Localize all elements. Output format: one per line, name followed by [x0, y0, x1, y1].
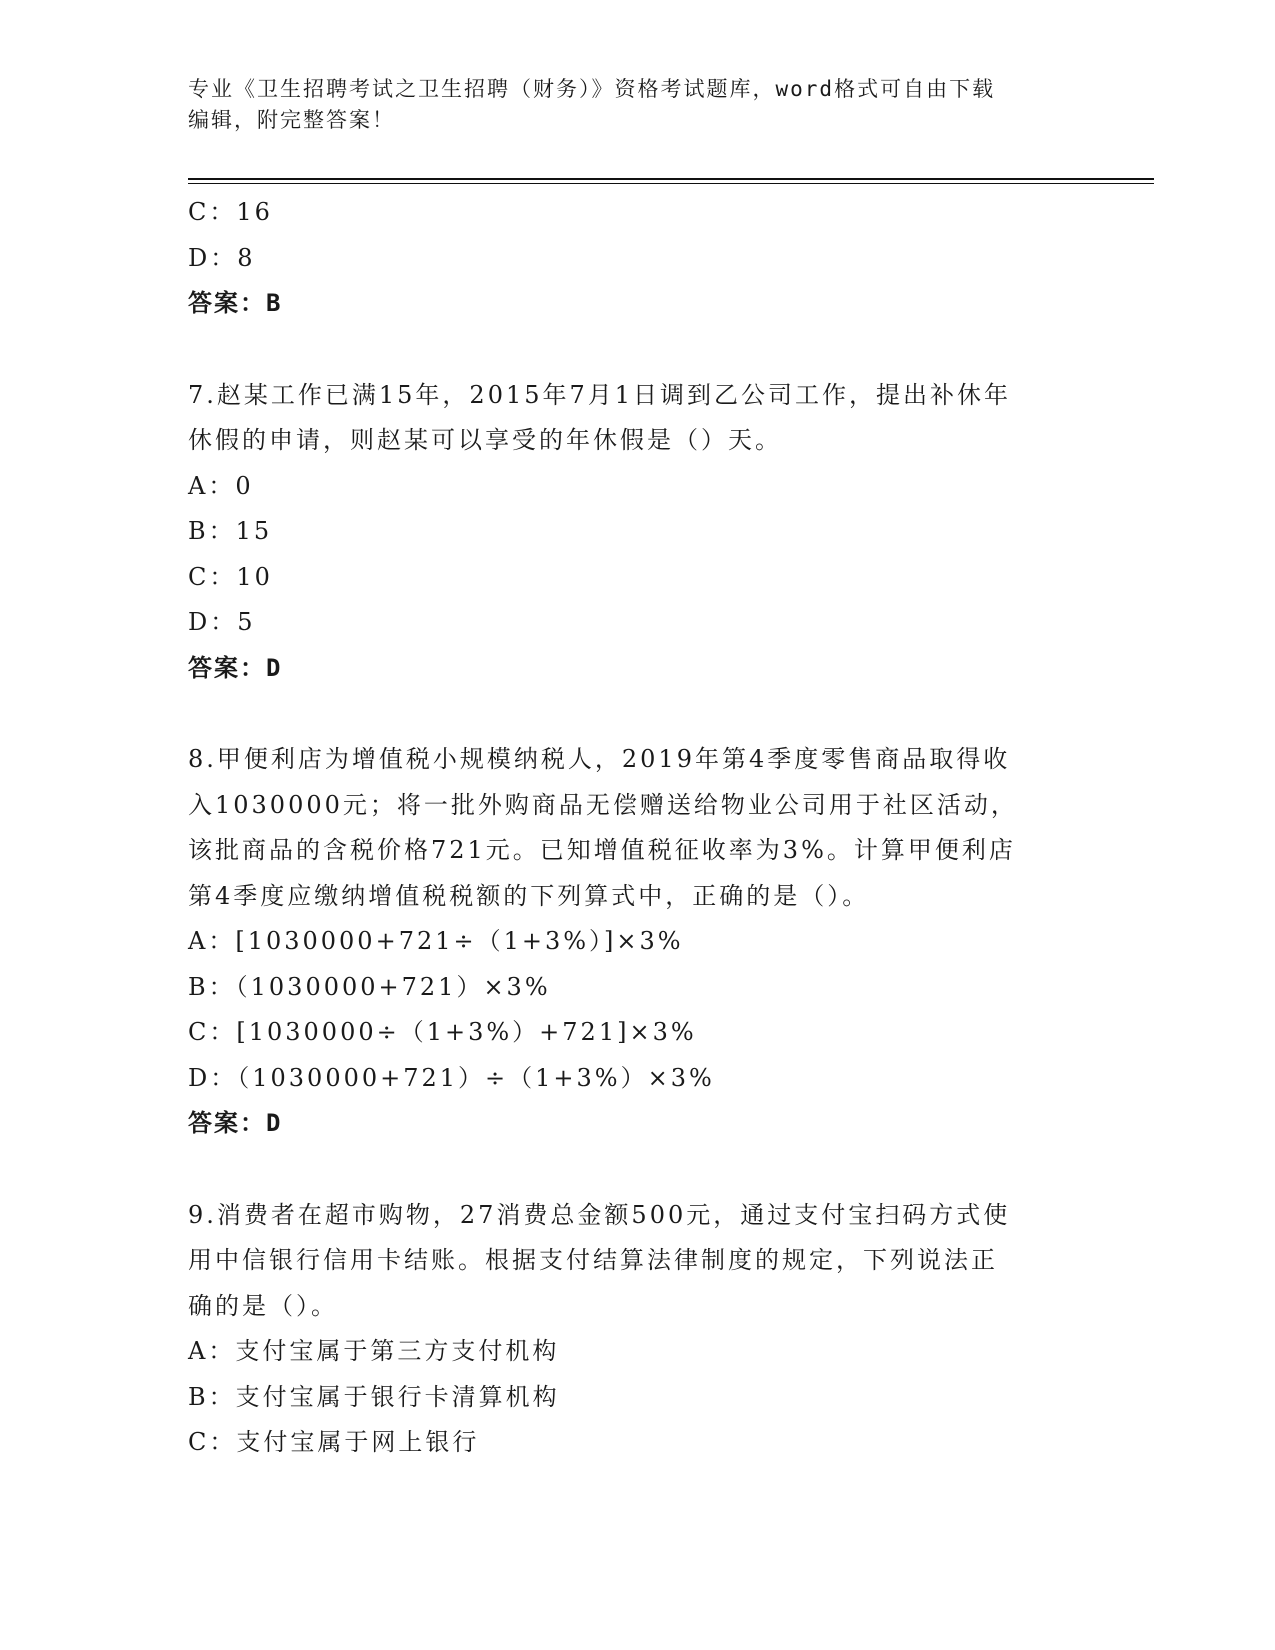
- option-b: B：（1030000+721）×3%: [188, 972, 551, 1001]
- answer-label: 答案：D: [188, 653, 283, 682]
- answer-label: 答案：D: [188, 1109, 283, 1137]
- option-c: C：支付宝属于网上银行: [188, 1428, 480, 1456]
- option-a: A：0: [188, 471, 254, 500]
- answer-label: 答案：B: [188, 289, 283, 317]
- option-b: B：支付宝属于银行卡清算机构: [188, 1382, 560, 1411]
- option-d: D：5: [188, 608, 256, 636]
- question-text-line: 7.赵某工作已满15年，2015年7月1日调到乙公司工作，提出补休年: [188, 380, 1012, 409]
- question-text-line: 用中信银行信用卡结账。根据支付结算法律制度的规定，下列说法正: [188, 1246, 998, 1274]
- option-d: D：8: [188, 243, 256, 272]
- option-d: D：（1030000+721）÷（1+3%）×3%: [188, 1063, 715, 1092]
- option-c: C：16: [188, 198, 273, 226]
- spacer: [188, 1147, 1088, 1193]
- option-c: C：10: [188, 562, 273, 591]
- question-text-line: 该批商品的含税价格721元。已知增值税征收率为3%。计算甲便利店: [188, 836, 1016, 864]
- question-list: [188, 190, 1088, 1466]
- option-a: A：支付宝属于第三方支付机构: [188, 1337, 560, 1365]
- question-7: [188, 373, 1088, 692]
- spacer: [188, 327, 1088, 373]
- option-b: B：15: [188, 517, 273, 545]
- option-a: A：[1030000+721÷（1+3%）]×3%: [188, 927, 684, 955]
- header-divider-thin: [188, 183, 1154, 184]
- question-text-line: 9.消费者在超市购物，27消费总金额500元，通过支付宝扫码方式使: [188, 1200, 1011, 1229]
- header-divider-thick: [188, 178, 1154, 180]
- question-text-line: 休假的申请，则赵某可以享受的年休假是（）天。: [188, 426, 782, 454]
- question-text-line: 第4季度应缴纳增值税税额的下列算式中，正确的是（）。: [188, 881, 870, 910]
- question-8: [188, 737, 1088, 1147]
- question-text-line: 入1030000元；将一批外购商品无偿赠送给物业公司用于社区活动，: [188, 790, 1018, 819]
- header-line-2: 编辑，附完整答案！: [188, 108, 395, 132]
- question-6-tail: [188, 190, 1088, 327]
- question-9: [188, 1193, 1088, 1466]
- spacer: [188, 691, 1088, 737]
- header-line-1: 专业《卫生招聘考试之卫生招聘（财务）》资格考试题库，word格式可自由下载: [188, 77, 996, 101]
- option-c: C：[1030000÷（1+3%）+721]×3%: [188, 1018, 697, 1046]
- document-header: [188, 74, 1068, 136]
- question-text-line: 确的是（）。: [188, 1291, 338, 1320]
- question-text-line: 8.甲便利店为增值税小规模纳税人，2019年第4季度零售商品取得收: [188, 745, 1011, 773]
